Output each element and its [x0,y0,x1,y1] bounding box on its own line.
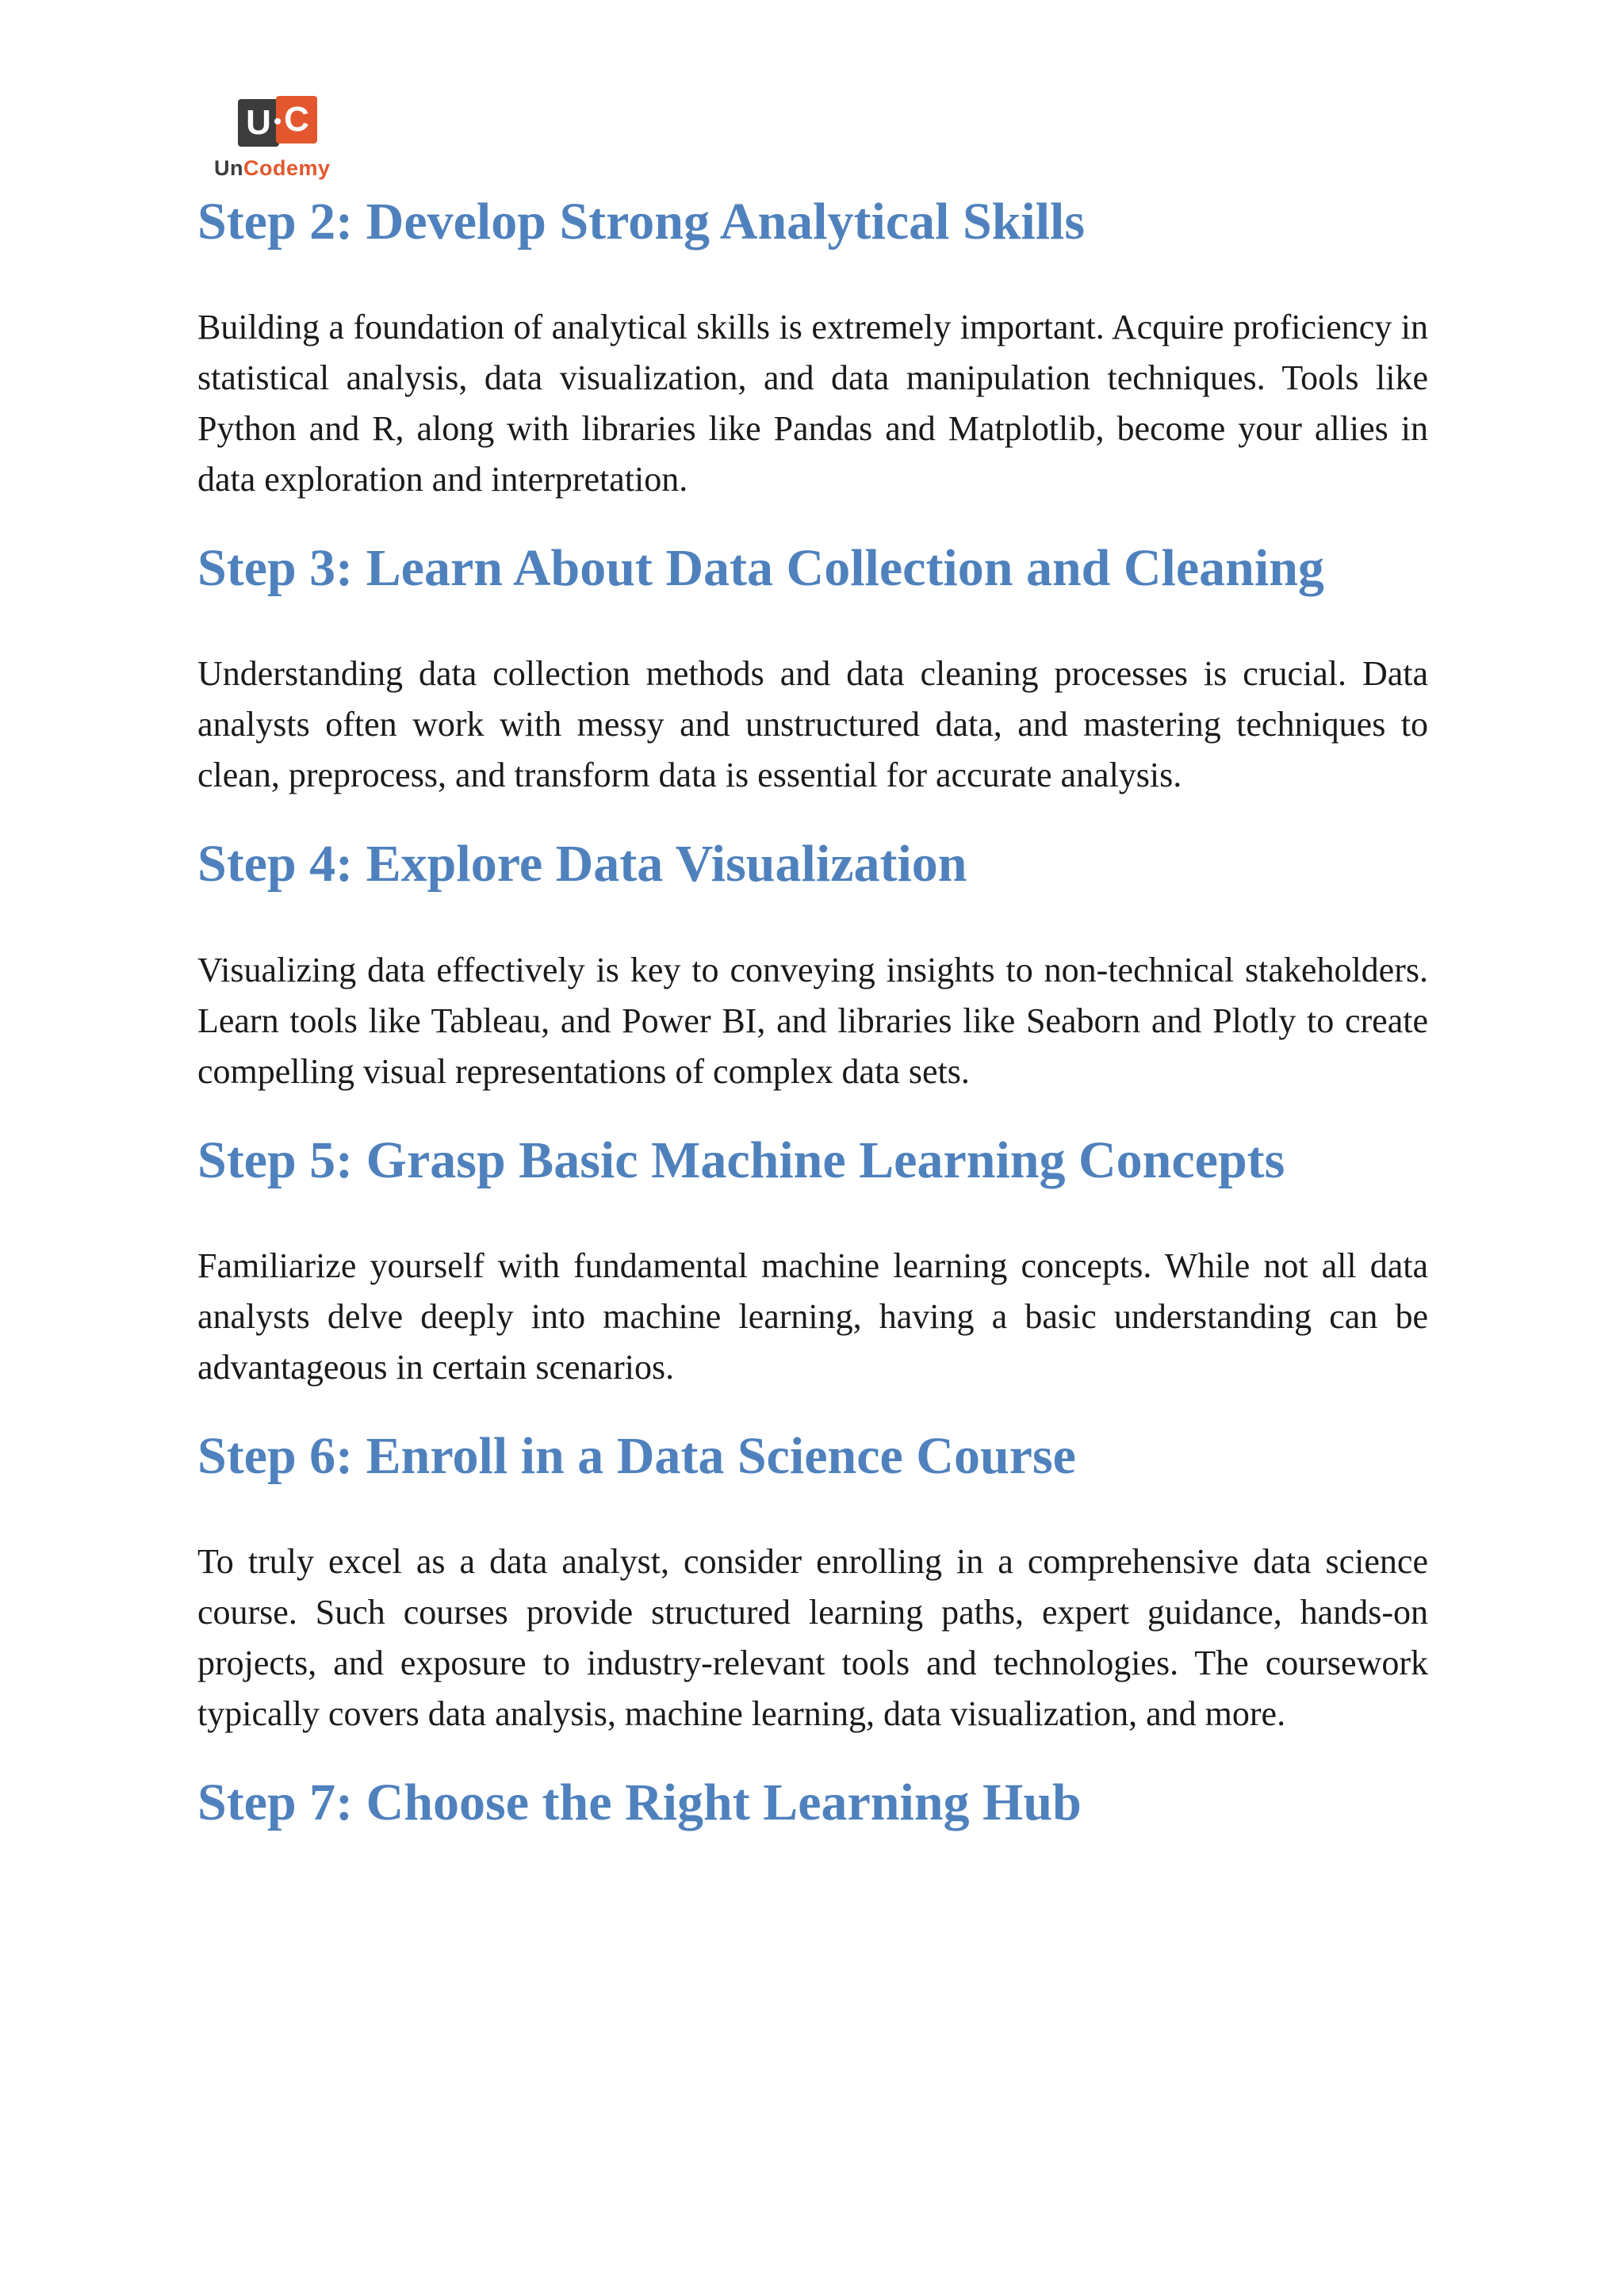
section-paragraph: To truly excel as a data analyst, consider enrolling in a comprehensive data science course. Such courses provide structured learning paths, expert guidance, hands-on projects, and exposure to industry-relevant tools and technologies. The coursework typically covers data analysis, machine learning, data visualization, and more. [197,1541,1428,1733]
section-step-3 [197,537,1428,801]
section-heading: Step 7: Choose the Right Learning Hub [197,1773,1082,1831]
section-heading: Step 3: Learn About Data Collection and Cleaning [197,539,1324,598]
section-step-4 [197,832,1428,1096]
logo-dot [274,118,281,124]
logo-letter-u: U [238,99,279,147]
section-paragraph: Building a foundation of analytical skills is extremely important. Acquire proficiency in statistical analysis, data visualization, and data manipulation techniques. Tools like Python and R, along with libraries like Pandas and Matplotlib, become your allies in data exploration and interpretation. [197,308,1428,499]
section-heading: Step 6: Enroll in a Data Science Course [197,1426,1076,1485]
uncodemy-logo [214,99,357,181]
section-step-6 [197,1425,1428,1739]
logo-wordmark-codemy: Codemy [243,156,331,180]
section-heading: Step 5: Grasp Basic Machine Learning Concepts [197,1131,1285,1189]
logo-letter-c: C [276,96,317,144]
section-step-7 [197,1771,1428,1834]
logo-wordmark-un: Un [214,156,243,180]
logo-wordmark [214,156,357,181]
section-paragraph: Understanding data collection methods and data cleaning processes is crucial. Data analysts often work with messy and unstructured data, and mastering techniques to clean, preprocess, and transform data is essential for accurate analysis. [197,654,1428,795]
section-heading: Step 2: Develop Strong Analytical Skills [197,193,1086,251]
section-paragraph: Familiarize yourself with fundamental machine learning concepts. While not all data analysts delve deeply into machine learning, having a basic understanding can be advantageous in certain scenarios. [197,1246,1428,1387]
section-paragraph: Visualizing data effectively is key to conveying insights to non-technical stakeholders. Learn tools like Tableau, and Power BI, and libraries like Seaborn and Plotly to create compelling visual representations of complex data sets. [197,950,1428,1091]
logo-mark [214,99,357,151]
section-step-2 [197,190,1428,505]
section-heading: Step 4: Explore Data Visualization [197,835,967,894]
section-step-5 [197,1129,1428,1393]
document-body [197,190,1428,1834]
